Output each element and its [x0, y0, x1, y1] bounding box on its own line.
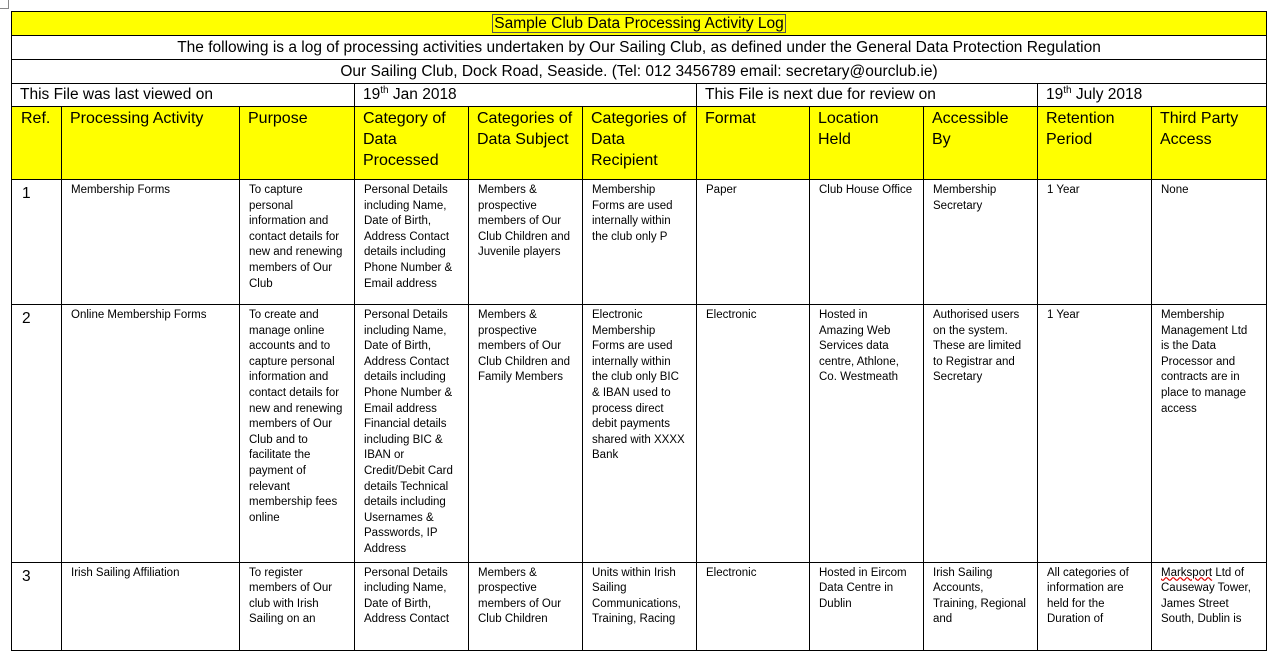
- row-location: Club House Office: [810, 180, 924, 305]
- row-data-subject: Members & prospective members of Our Club Children and Juvenile players: [469, 180, 583, 305]
- header-accessible-by: Accessible By: [924, 107, 1038, 180]
- intro-text: The following is a log of processing activities undertaken by Our Sailing Club, as defined under the General Data Protection Regulation: [12, 36, 1267, 60]
- row-purpose: To capture personal information and contact details for new and renewing members of Our Club: [240, 180, 355, 305]
- title-cell: [12, 12, 1267, 36]
- row-data-subject: Members & prospective members of Our Club Children and Family Members: [469, 305, 583, 563]
- row-location: Hosted in Amazing Web Services data centre, Athlone, Co. Westmeath: [810, 305, 924, 563]
- row-purpose: To register members of Our club with Irish Sailing on an: [240, 562, 355, 650]
- column-header-row: [12, 107, 1267, 180]
- row-recipient: Electronic Membership Forms are used internally within the club only BIC & IBAN used to process direct debit payments shared with XXXX Bank: [583, 305, 697, 563]
- header-purpose: Purpose: [240, 107, 355, 180]
- header-format: Format: [697, 107, 810, 180]
- row-activity: Membership Forms: [62, 180, 240, 305]
- row-accessible-by: Authorised users on the system. These are limited to Registrar and Secretary: [924, 305, 1038, 563]
- row-accessible-by: Membership Secretary: [924, 180, 1038, 305]
- row-ref: 2: [12, 305, 62, 563]
- row-ref: 3: [12, 562, 62, 650]
- header-retention-period: Retention Period: [1038, 107, 1152, 180]
- row-category-data: Personal Details including Name, Date of Birth, Address Contact details including Phone Number & Email address: [355, 180, 469, 305]
- row-format: Paper: [697, 180, 810, 305]
- row-third-party: Membership Management Ltd is the Data Processor and contracts are in place to manage access: [1152, 305, 1267, 563]
- header-processing-activity: Processing Activity: [62, 107, 240, 180]
- row-retention: 1 Year: [1038, 180, 1152, 305]
- row-location: Hosted in Eircom Data Centre in Dublin: [810, 562, 924, 650]
- row-recipient: Units within Irish Sailing Communications, Training, Racing: [583, 562, 697, 650]
- last-viewed-label: This File was last viewed on: [12, 84, 355, 107]
- row-retention: All categories of information are held for the Duration of: [1038, 562, 1152, 650]
- row-third-party: None: [1152, 180, 1267, 305]
- spelling-flagged-word: Marksport: [1161, 566, 1213, 579]
- row-activity: Irish Sailing Affiliation: [62, 562, 240, 650]
- club-address: Our Sailing Club, Dock Road, Seaside. (Tel: 012 3456789 email: secretary@ourclub.ie): [12, 60, 1267, 84]
- document-title[interactable]: Sample Club Data Processing Activity Log: [494, 15, 784, 32]
- processing-activity-table: [11, 11, 1267, 651]
- header-data-recipient: Categories of Data Recipient: [583, 107, 697, 180]
- header-data-subject: Categories of Data Subject: [469, 107, 583, 180]
- row-data-subject: Members & prospective members of Our Club Children: [469, 562, 583, 650]
- row-third-party: Marksport Ltd of Causeway Tower, James Street South, Dublin is: [1152, 562, 1267, 650]
- header-third-party-access: Third Party Access: [1152, 107, 1267, 180]
- row-format: Electronic: [697, 305, 810, 563]
- header-category-of-data: Category of Data Processed: [355, 107, 469, 180]
- table-row: [12, 180, 1267, 305]
- table-row: [12, 305, 1267, 563]
- row-ref: 1: [12, 180, 62, 305]
- next-due-label: This File is next due for review on: [697, 84, 1038, 107]
- table-row: [12, 562, 1267, 650]
- row-accessible-by: Irish Sailing Accounts, Training, Regional and: [924, 562, 1038, 650]
- last-viewed-date: 19th Jan 2018: [355, 84, 697, 107]
- next-due-date: 19th July 2018: [1038, 84, 1267, 107]
- row-category-data: Personal Details including Name, Date of Birth, Address Contact details including Phone Number & Email address Financial details including BIC & IBAN or Credit/Debit Card details Technical details including Usernames & Passwords, IP Address: [355, 305, 469, 563]
- row-format: Electronic: [697, 562, 810, 650]
- document-corner-mark: [0, 0, 9, 9]
- row-recipient: Membership Forms are used internally within the club only P: [583, 180, 697, 305]
- row-category-data: Personal Details including Name, Date of Birth, Address Contact: [355, 562, 469, 650]
- row-activity: Online Membership Forms: [62, 305, 240, 563]
- header-ref: Ref.: [12, 107, 62, 180]
- header-location-held: Location Held: [810, 107, 924, 180]
- row-retention: 1 Year: [1038, 305, 1152, 563]
- row-purpose: To create and manage online accounts and to capture personal information and contact details for new and renewing members of Our Club and to facilitate the payment of relevant membership fees online: [240, 305, 355, 563]
